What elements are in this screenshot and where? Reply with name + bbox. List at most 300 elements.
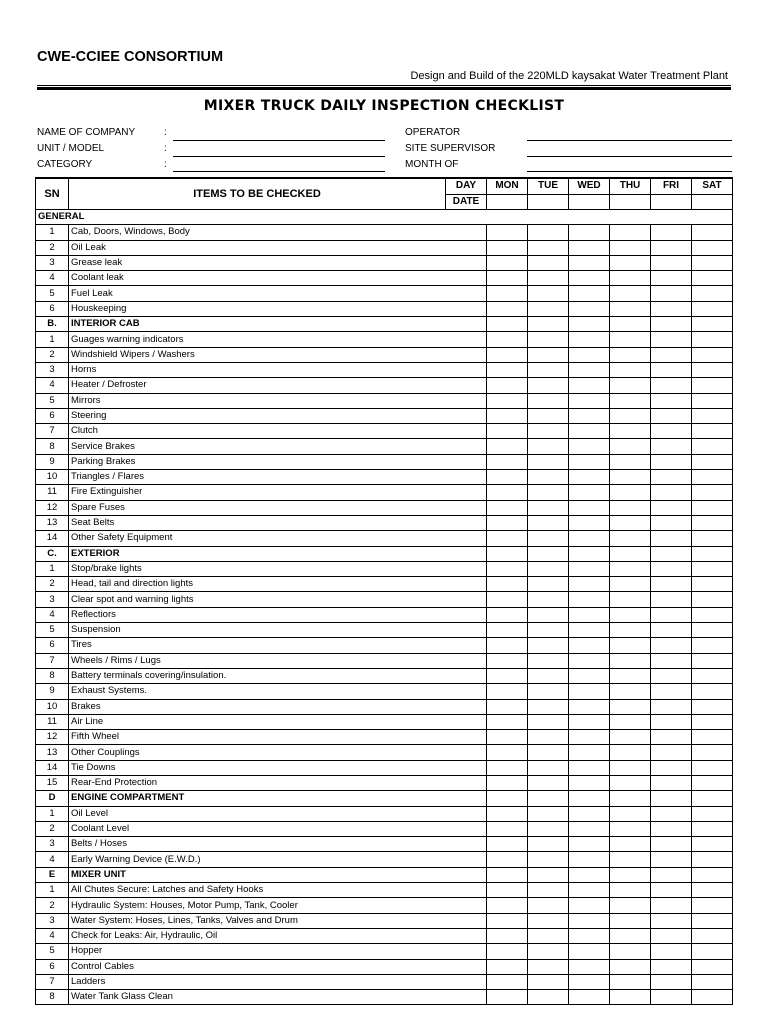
check-cell[interactable] — [569, 638, 610, 653]
check-cell[interactable] — [487, 837, 528, 852]
check-cell[interactable] — [692, 806, 733, 821]
check-cell[interactable] — [610, 974, 651, 989]
check-cell[interactable] — [569, 225, 610, 240]
check-cell[interactable] — [528, 959, 569, 974]
check-cell[interactable] — [610, 286, 651, 301]
check-cell[interactable] — [610, 485, 651, 500]
check-cell[interactable] — [651, 347, 692, 362]
check-cell[interactable] — [692, 439, 733, 454]
site-supervisor-input-line[interactable] — [527, 156, 732, 157]
check-cell[interactable] — [610, 424, 651, 439]
checklist-row — [36, 913, 733, 928]
check-cell[interactable] — [569, 439, 610, 454]
check-cell[interactable] — [692, 638, 733, 653]
check-cell[interactable] — [610, 378, 651, 393]
check-cell[interactable] — [569, 806, 610, 821]
check-cell[interactable] — [692, 531, 733, 546]
check-cell[interactable] — [487, 531, 528, 546]
check-cell[interactable] — [651, 225, 692, 240]
check-cell[interactable] — [487, 775, 528, 790]
check-cell[interactable] — [692, 362, 733, 377]
check-cell[interactable] — [692, 470, 733, 485]
check-cell[interactable] — [569, 378, 610, 393]
check-cell[interactable] — [569, 898, 610, 913]
check-cell[interactable] — [651, 898, 692, 913]
check-cell[interactable] — [651, 271, 692, 286]
check-cell[interactable] — [569, 454, 610, 469]
check-cell[interactable] — [692, 286, 733, 301]
check-cell[interactable] — [610, 760, 651, 775]
check-cell[interactable] — [487, 959, 528, 974]
check-cell[interactable] — [487, 561, 528, 576]
check-cell[interactable] — [528, 301, 569, 316]
check-cell[interactable] — [610, 607, 651, 622]
check-cell[interactable] — [651, 852, 692, 867]
check-cell[interactable] — [528, 623, 569, 638]
check-cell[interactable] — [528, 668, 569, 683]
check-cell[interactable] — [487, 944, 528, 959]
check-cell[interactable] — [651, 990, 692, 1005]
check-cell[interactable] — [487, 424, 528, 439]
check-cell[interactable] — [569, 470, 610, 485]
check-cell[interactable] — [569, 974, 610, 989]
check-cell[interactable] — [569, 332, 610, 347]
check-cell[interactable] — [610, 623, 651, 638]
check-cell[interactable] — [487, 821, 528, 836]
checklist-item-label: Seat Belts — [69, 515, 487, 530]
check-cell[interactable] — [569, 959, 610, 974]
check-cell[interactable] — [528, 531, 569, 546]
check-cell[interactable] — [487, 439, 528, 454]
check-cell[interactable] — [487, 883, 528, 898]
check-cell[interactable] — [692, 684, 733, 699]
check-cell[interactable] — [692, 393, 733, 408]
checklist-item-label: Belts / Hoses — [69, 837, 487, 852]
check-cell[interactable] — [569, 928, 610, 943]
check-cell[interactable] — [528, 561, 569, 576]
section-blank-cell — [610, 791, 651, 806]
check-cell[interactable] — [487, 623, 528, 638]
check-cell[interactable] — [651, 699, 692, 714]
check-cell[interactable] — [487, 470, 528, 485]
check-cell[interactable] — [651, 301, 692, 316]
check-cell[interactable] — [692, 378, 733, 393]
check-cell[interactable] — [610, 730, 651, 745]
check-cell[interactable] — [610, 806, 651, 821]
check-cell[interactable] — [651, 531, 692, 546]
check-cell[interactable] — [528, 454, 569, 469]
check-cell[interactable] — [692, 883, 733, 898]
check-cell[interactable] — [569, 286, 610, 301]
check-cell[interactable] — [569, 990, 610, 1005]
check-cell[interactable] — [487, 378, 528, 393]
check-cell[interactable] — [651, 408, 692, 423]
check-cell[interactable] — [528, 638, 569, 653]
check-cell[interactable] — [528, 730, 569, 745]
check-cell[interactable] — [528, 775, 569, 790]
check-cell[interactable] — [610, 592, 651, 607]
check-cell[interactable] — [487, 760, 528, 775]
check-cell[interactable] — [651, 638, 692, 653]
check-cell[interactable] — [610, 653, 651, 668]
check-cell[interactable] — [651, 760, 692, 775]
check-cell[interactable] — [651, 730, 692, 745]
check-cell[interactable] — [528, 500, 569, 515]
check-cell[interactable] — [569, 837, 610, 852]
check-cell[interactable] — [651, 775, 692, 790]
check-cell[interactable] — [651, 454, 692, 469]
check-cell[interactable] — [528, 347, 569, 362]
check-cell[interactable] — [651, 439, 692, 454]
check-cell[interactable] — [569, 271, 610, 286]
check-cell[interactable] — [651, 806, 692, 821]
date-cell[interactable] — [569, 194, 610, 210]
check-cell[interactable] — [692, 332, 733, 347]
field-label-site-supervisor: SITE SUPERVISOR — [405, 143, 496, 154]
check-cell[interactable] — [610, 515, 651, 530]
check-cell[interactable] — [692, 668, 733, 683]
check-cell[interactable] — [610, 271, 651, 286]
check-cell[interactable] — [569, 883, 610, 898]
check-cell[interactable] — [528, 928, 569, 943]
check-cell[interactable] — [692, 730, 733, 745]
check-cell[interactable] — [651, 837, 692, 852]
check-cell[interactable] — [487, 638, 528, 653]
check-cell[interactable] — [651, 745, 692, 760]
check-cell[interactable] — [651, 607, 692, 622]
check-cell[interactable] — [487, 745, 528, 760]
check-cell[interactable] — [487, 240, 528, 255]
check-cell[interactable] — [569, 775, 610, 790]
category-input-line[interactable] — [173, 171, 385, 172]
check-cell[interactable] — [487, 898, 528, 913]
check-cell[interactable] — [651, 883, 692, 898]
check-cell[interactable] — [610, 393, 651, 408]
check-cell[interactable] — [528, 745, 569, 760]
check-cell[interactable] — [569, 561, 610, 576]
check-cell[interactable] — [651, 974, 692, 989]
check-cell[interactable] — [651, 286, 692, 301]
check-cell[interactable] — [487, 485, 528, 500]
check-cell[interactable] — [569, 592, 610, 607]
check-cell[interactable] — [692, 928, 733, 943]
check-cell[interactable] — [487, 515, 528, 530]
check-cell[interactable] — [651, 485, 692, 500]
check-cell[interactable] — [528, 286, 569, 301]
check-cell[interactable] — [610, 500, 651, 515]
check-cell[interactable] — [487, 852, 528, 867]
check-cell[interactable] — [651, 714, 692, 729]
check-cell[interactable] — [528, 852, 569, 867]
check-cell[interactable] — [528, 607, 569, 622]
check-cell[interactable] — [569, 730, 610, 745]
check-cell[interactable] — [651, 393, 692, 408]
check-cell[interactable] — [610, 255, 651, 270]
check-cell[interactable] — [610, 439, 651, 454]
check-cell[interactable] — [487, 714, 528, 729]
check-cell[interactable] — [610, 898, 651, 913]
check-cell[interactable] — [610, 454, 651, 469]
date-cell[interactable] — [610, 194, 651, 210]
check-cell[interactable] — [528, 944, 569, 959]
check-cell[interactable] — [487, 928, 528, 943]
check-cell[interactable] — [651, 913, 692, 928]
check-cell[interactable] — [528, 699, 569, 714]
check-cell[interactable] — [692, 454, 733, 469]
check-cell[interactable] — [528, 424, 569, 439]
check-cell[interactable] — [651, 821, 692, 836]
check-cell[interactable] — [528, 974, 569, 989]
check-cell[interactable] — [569, 255, 610, 270]
check-cell[interactable] — [569, 531, 610, 546]
check-cell[interactable] — [528, 821, 569, 836]
check-cell[interactable] — [487, 607, 528, 622]
unit-model-input-line[interactable] — [173, 156, 385, 157]
check-cell[interactable] — [692, 408, 733, 423]
check-cell[interactable] — [569, 362, 610, 377]
check-cell[interactable] — [610, 561, 651, 576]
check-cell[interactable] — [528, 255, 569, 270]
check-cell[interactable] — [528, 470, 569, 485]
check-cell[interactable] — [610, 883, 651, 898]
check-cell[interactable] — [692, 301, 733, 316]
check-cell[interactable] — [528, 837, 569, 852]
check-cell[interactable] — [528, 393, 569, 408]
check-cell[interactable] — [692, 607, 733, 622]
check-cell[interactable] — [528, 653, 569, 668]
check-cell[interactable] — [487, 393, 528, 408]
check-cell[interactable] — [487, 668, 528, 683]
check-cell[interactable] — [528, 439, 569, 454]
check-cell[interactable] — [610, 470, 651, 485]
check-cell[interactable] — [692, 240, 733, 255]
check-cell[interactable] — [610, 913, 651, 928]
check-cell[interactable] — [692, 837, 733, 852]
check-cell[interactable] — [610, 668, 651, 683]
check-cell[interactable] — [528, 225, 569, 240]
check-cell[interactable] — [610, 699, 651, 714]
check-cell[interactable] — [692, 592, 733, 607]
check-cell[interactable] — [651, 500, 692, 515]
check-cell[interactable] — [487, 454, 528, 469]
check-cell[interactable] — [610, 408, 651, 423]
check-cell[interactable] — [569, 668, 610, 683]
check-cell[interactable] — [692, 821, 733, 836]
check-cell[interactable] — [569, 852, 610, 867]
check-cell[interactable] — [528, 577, 569, 592]
check-cell[interactable] — [569, 714, 610, 729]
check-cell[interactable] — [487, 286, 528, 301]
check-cell[interactable] — [692, 577, 733, 592]
check-cell[interactable] — [610, 577, 651, 592]
check-cell[interactable] — [651, 959, 692, 974]
check-cell[interactable] — [487, 332, 528, 347]
check-cell[interactable] — [487, 806, 528, 821]
check-cell[interactable] — [692, 225, 733, 240]
check-cell[interactable] — [569, 760, 610, 775]
check-cell[interactable] — [692, 959, 733, 974]
check-cell[interactable] — [692, 653, 733, 668]
check-cell[interactable] — [487, 362, 528, 377]
check-cell[interactable] — [569, 944, 610, 959]
date-cell[interactable] — [651, 194, 692, 210]
check-cell[interactable] — [487, 653, 528, 668]
check-cell[interactable] — [487, 990, 528, 1005]
check-cell[interactable] — [692, 561, 733, 576]
checklist-item-label: Head, tail and direction lights — [69, 577, 487, 592]
check-cell[interactable] — [569, 408, 610, 423]
check-cell[interactable] — [610, 944, 651, 959]
check-cell[interactable] — [692, 745, 733, 760]
check-cell[interactable] — [651, 332, 692, 347]
check-cell[interactable] — [569, 500, 610, 515]
check-cell[interactable] — [610, 240, 651, 255]
check-cell[interactable] — [610, 362, 651, 377]
check-cell[interactable] — [692, 990, 733, 1005]
check-cell[interactable] — [651, 928, 692, 943]
check-cell[interactable] — [610, 714, 651, 729]
check-cell[interactable] — [528, 990, 569, 1005]
check-cell[interactable] — [528, 806, 569, 821]
check-cell[interactable] — [692, 699, 733, 714]
check-cell[interactable] — [651, 623, 692, 638]
check-cell[interactable] — [569, 699, 610, 714]
check-cell[interactable] — [692, 760, 733, 775]
check-cell[interactable] — [528, 714, 569, 729]
check-cell[interactable] — [651, 378, 692, 393]
check-cell[interactable] — [692, 255, 733, 270]
check-cell[interactable] — [610, 301, 651, 316]
check-cell[interactable] — [610, 531, 651, 546]
check-cell[interactable] — [610, 347, 651, 362]
check-cell[interactable] — [651, 653, 692, 668]
check-cell[interactable] — [692, 852, 733, 867]
check-cell[interactable] — [487, 225, 528, 240]
month-of-input-line[interactable] — [527, 171, 732, 172]
check-cell[interactable] — [487, 974, 528, 989]
check-cell[interactable] — [569, 607, 610, 622]
check-cell[interactable] — [569, 347, 610, 362]
check-cell[interactable] — [651, 424, 692, 439]
check-cell[interactable] — [569, 393, 610, 408]
check-cell[interactable] — [569, 577, 610, 592]
check-cell[interactable] — [692, 898, 733, 913]
check-cell[interactable] — [610, 775, 651, 790]
check-cell[interactable] — [487, 730, 528, 745]
check-cell[interactable] — [651, 515, 692, 530]
check-cell[interactable] — [651, 592, 692, 607]
check-cell[interactable] — [569, 745, 610, 760]
check-cell[interactable] — [692, 271, 733, 286]
check-cell[interactable] — [610, 745, 651, 760]
check-cell[interactable] — [651, 561, 692, 576]
check-cell[interactable] — [569, 301, 610, 316]
check-cell[interactable] — [528, 760, 569, 775]
check-cell[interactable] — [569, 424, 610, 439]
check-cell[interactable] — [487, 913, 528, 928]
check-cell[interactable] — [487, 699, 528, 714]
check-cell[interactable] — [528, 271, 569, 286]
check-cell[interactable] — [610, 837, 651, 852]
check-cell[interactable] — [610, 990, 651, 1005]
check-cell[interactable] — [487, 347, 528, 362]
check-cell[interactable] — [487, 301, 528, 316]
check-cell[interactable] — [528, 883, 569, 898]
check-cell[interactable] — [692, 347, 733, 362]
check-cell[interactable] — [487, 500, 528, 515]
check-cell[interactable] — [487, 592, 528, 607]
check-cell[interactable] — [569, 240, 610, 255]
check-cell[interactable] — [651, 255, 692, 270]
check-cell[interactable] — [610, 852, 651, 867]
check-cell[interactable] — [610, 225, 651, 240]
check-cell[interactable] — [487, 408, 528, 423]
check-cell[interactable] — [692, 500, 733, 515]
check-cell[interactable] — [651, 944, 692, 959]
check-cell[interactable] — [569, 913, 610, 928]
check-cell[interactable] — [610, 332, 651, 347]
check-cell[interactable] — [528, 378, 569, 393]
check-cell[interactable] — [692, 775, 733, 790]
check-cell[interactable] — [528, 332, 569, 347]
check-cell[interactable] — [487, 271, 528, 286]
check-cell[interactable] — [692, 913, 733, 928]
check-cell[interactable] — [487, 255, 528, 270]
check-cell[interactable] — [692, 424, 733, 439]
check-cell[interactable] — [569, 684, 610, 699]
check-cell[interactable] — [569, 623, 610, 638]
check-cell[interactable] — [610, 821, 651, 836]
company-input-line[interactable] — [173, 140, 385, 141]
check-cell[interactable] — [528, 684, 569, 699]
check-cell[interactable] — [528, 362, 569, 377]
check-cell[interactable] — [651, 362, 692, 377]
date-cell[interactable] — [692, 194, 733, 210]
check-cell[interactable] — [487, 684, 528, 699]
check-cell[interactable] — [569, 653, 610, 668]
check-cell[interactable] — [651, 470, 692, 485]
check-cell[interactable] — [651, 240, 692, 255]
check-cell[interactable] — [528, 913, 569, 928]
check-cell[interactable] — [692, 623, 733, 638]
check-cell[interactable] — [528, 485, 569, 500]
check-cell[interactable] — [610, 959, 651, 974]
check-cell[interactable] — [487, 577, 528, 592]
check-cell[interactable] — [528, 240, 569, 255]
check-cell[interactable] — [569, 515, 610, 530]
check-cell[interactable] — [528, 408, 569, 423]
check-cell[interactable] — [528, 515, 569, 530]
check-cell[interactable] — [610, 638, 651, 653]
check-cell[interactable] — [692, 944, 733, 959]
check-cell[interactable] — [692, 974, 733, 989]
check-cell[interactable] — [610, 928, 651, 943]
check-cell[interactable] — [610, 684, 651, 699]
date-cell[interactable] — [528, 194, 569, 210]
check-cell[interactable] — [692, 515, 733, 530]
check-cell[interactable] — [692, 714, 733, 729]
check-cell[interactable] — [651, 684, 692, 699]
check-cell[interactable] — [651, 668, 692, 683]
check-cell[interactable] — [569, 821, 610, 836]
check-cell[interactable] — [692, 485, 733, 500]
operator-input-line[interactable] — [527, 140, 732, 141]
check-cell[interactable] — [528, 592, 569, 607]
check-cell[interactable] — [651, 577, 692, 592]
check-cell[interactable] — [569, 485, 610, 500]
check-cell[interactable] — [528, 898, 569, 913]
date-cell[interactable] — [487, 194, 528, 210]
